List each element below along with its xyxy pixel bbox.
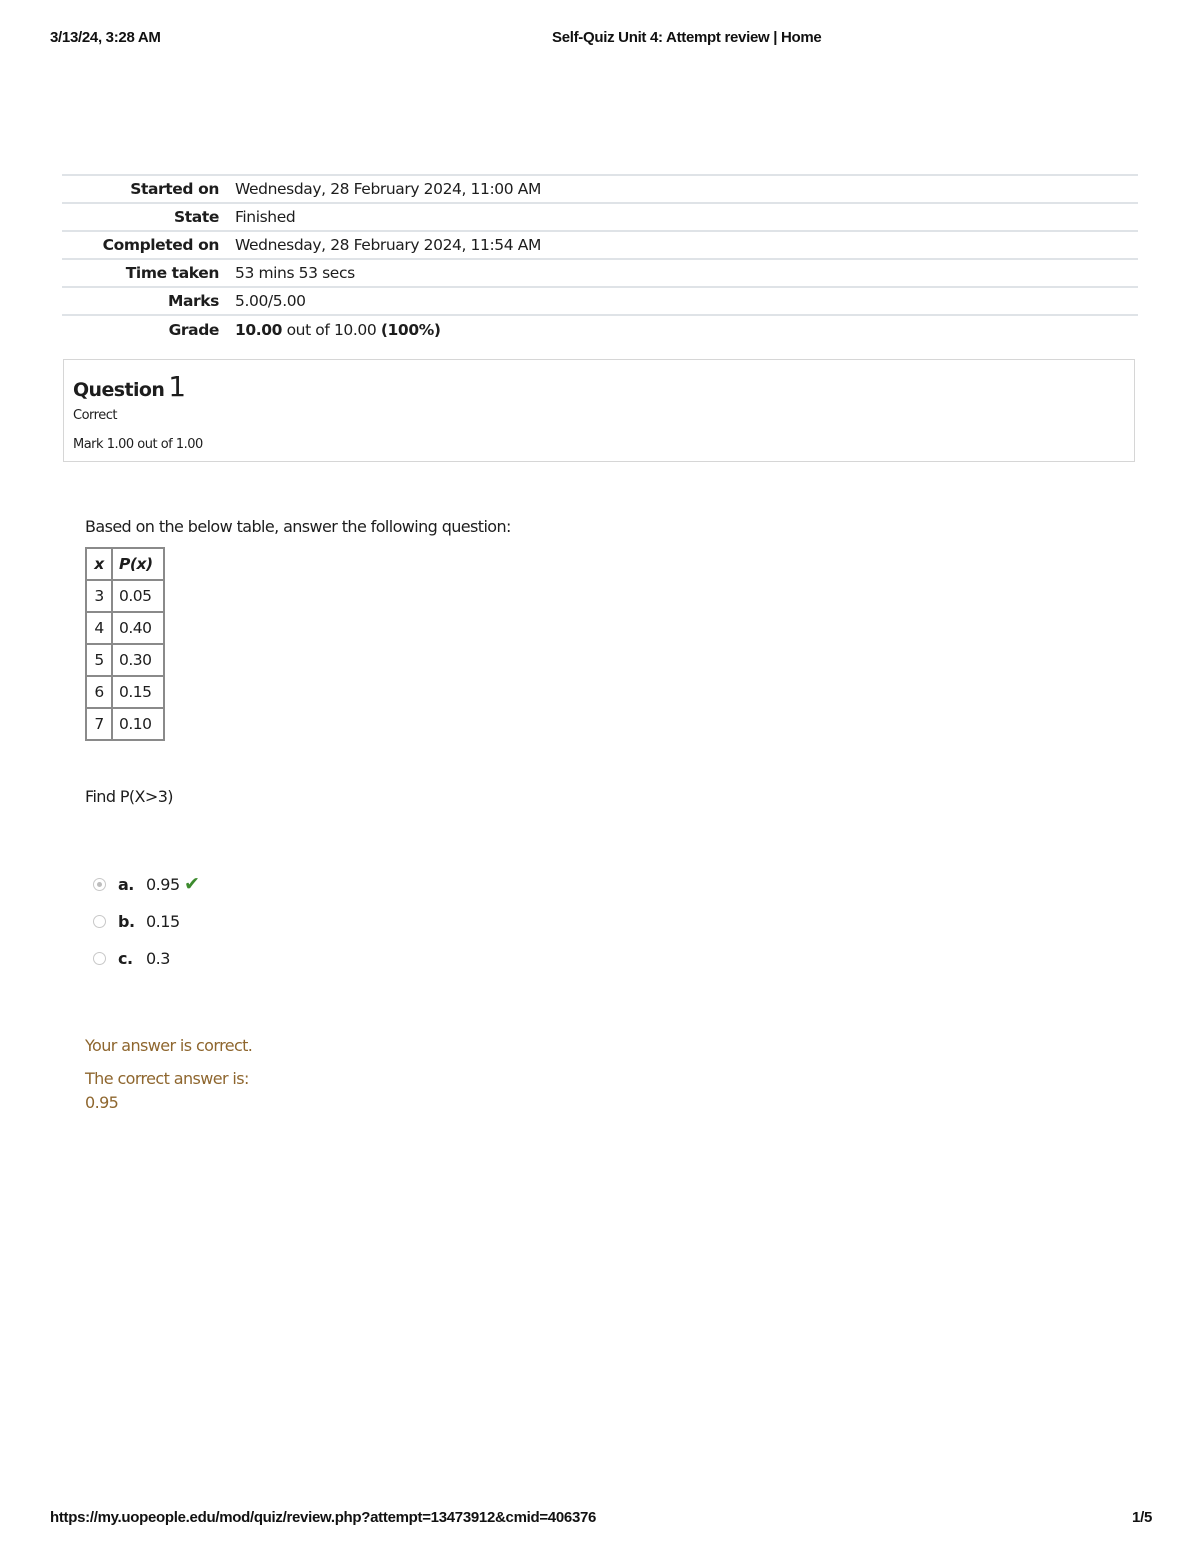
print-page-number: 1/5	[1132, 1509, 1152, 1526]
radio-button[interactable]	[93, 915, 106, 928]
table-cell-px: 0.15	[112, 676, 164, 708]
question-mark: Mark 1.00 out of 1.00	[73, 437, 203, 452]
attempt-summary-table	[62, 174, 1138, 343]
option-text: 0.95	[146, 875, 180, 894]
question-feedback	[85, 1036, 252, 1112]
table-cell-x: 4	[86, 612, 112, 644]
grade-percent: (100%)	[380, 320, 441, 339]
probability-table	[85, 547, 165, 741]
grade-out-of: out of 10.00	[286, 320, 377, 339]
summary-value: 53 mins 53 secs	[235, 259, 1138, 287]
option-letter: b.	[118, 912, 135, 931]
grade-score: 10.00	[235, 320, 283, 339]
table-cell-x: 3	[86, 580, 112, 612]
table-header-row	[86, 548, 164, 580]
summary-row-marks	[62, 287, 1138, 315]
summary-label: Completed on	[62, 231, 235, 259]
question-prompt: Based on the below table, answer the following question:	[85, 517, 511, 536]
question-number	[73, 370, 185, 403]
table-cell-x: 5	[86, 644, 112, 676]
table-cell-px: 0.10	[112, 708, 164, 740]
print-header	[0, 29, 1200, 49]
summary-value	[235, 315, 1138, 343]
table-row	[86, 580, 164, 612]
table-cell-x: 7	[86, 708, 112, 740]
print-datetime: 3/13/24, 3:28 AM	[50, 29, 161, 46]
feedback-right-answer: 0.95	[85, 1093, 119, 1112]
summary-value: 5.00/5.00	[235, 287, 1138, 315]
option-text: 0.3	[146, 949, 170, 968]
summary-label: Grade	[62, 315, 235, 343]
summary-value: Finished	[235, 203, 1138, 231]
feedback-right-answer-label: The correct answer is:	[85, 1069, 249, 1088]
summary-label: State	[62, 203, 235, 231]
summary-row-grade	[62, 315, 1138, 343]
question-info-box	[63, 359, 1135, 462]
summary-value: Wednesday, 28 February 2024, 11:54 AM	[235, 231, 1138, 259]
summary-row-completed	[62, 231, 1138, 259]
summary-row-state	[62, 203, 1138, 231]
table-header-x: x	[86, 548, 112, 580]
summary-label: Marks	[62, 287, 235, 315]
table-row	[86, 676, 164, 708]
table-cell-x: 6	[86, 676, 112, 708]
summary-row-time	[62, 259, 1138, 287]
table-header-px: P(x)	[112, 548, 164, 580]
feedback-general: Your answer is correct.	[85, 1036, 253, 1055]
table-cell-px: 0.30	[112, 644, 164, 676]
question-number-value: 1	[168, 370, 186, 403]
radio-button[interactable]	[93, 952, 106, 965]
summary-value: Wednesday, 28 February 2024, 11:00 AM	[235, 175, 1138, 203]
question-label: Question	[73, 379, 165, 401]
question-state: Correct	[73, 408, 117, 423]
option-letter: c.	[118, 949, 133, 968]
print-url: https://my.uopeople.edu/mod/quiz/review.php?attempt=13473912&cmid=406376	[50, 1509, 597, 1526]
table-row	[86, 612, 164, 644]
question-ask: Find P(X>3)	[85, 787, 173, 806]
print-footer	[0, 1509, 1200, 1529]
summary-label: Started on	[62, 175, 235, 203]
radio-button[interactable]	[93, 878, 106, 891]
table-cell-px: 0.05	[112, 580, 164, 612]
table-row	[86, 708, 164, 740]
option-letter: a.	[118, 875, 134, 894]
table-row	[86, 644, 164, 676]
option-text: 0.15	[146, 912, 180, 931]
check-icon: ✔	[184, 873, 200, 895]
summary-label: Time taken	[62, 259, 235, 287]
table-cell-px: 0.40	[112, 612, 164, 644]
summary-row-started	[62, 175, 1138, 203]
print-page-title: Self-Quiz Unit 4: Attempt review | Home	[552, 29, 822, 46]
